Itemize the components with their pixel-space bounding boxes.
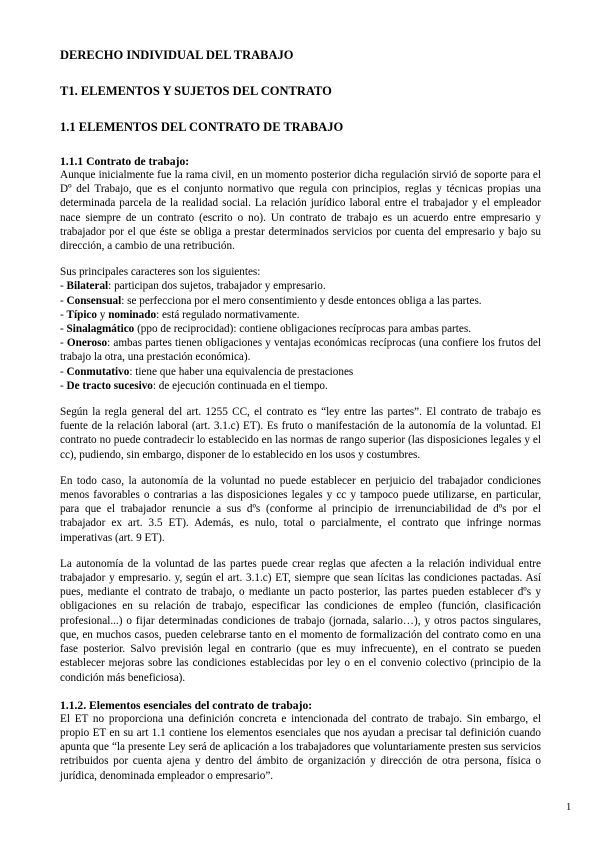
paragraph-elementos-esenciales: El ET no proporciona una definición concreta e intencionada del contrato de trabajo. Sin embargo, el propio ET en su art 1.1 contiene los elementos esenciales que nos ayudan a precisar tal definición cuando apunta que “la presente Ley será de aplicación a los trabajadores que voluntariamente presten sus servicios retribuidos por cuenta ajena y dentro del ámbito de organización y dirección de otra persona, física o jurídica, denominada empleador o empresario”. [60,712,541,782]
section-title: 1.1 ELEMENTOS DEL CONTRATO DE TRABAJO [60,120,344,134]
page-number: 1 [566,802,572,813]
list-item: - Sinalagmático (ppo de reciprocidad): contiene obligaciones recíprocas para ambas partes. [60,323,471,336]
features-list [60,279,541,393]
list-item: - Consensual: se perfecciona por el mero consentimiento y desde entonces obliga a las partes. [60,294,482,307]
list-item: - Típico y nominado: está regulado normativamente. [60,308,300,321]
document-page [60,48,541,783]
paragraph-autonomia-reglas: La autonomía de la voluntad de las partes puede crear reglas que afecten a la relación individual entre trabajador y empresario. y, según el art. 3.1.c) ET, siempre que sean lícitas las condiciones pactadas. Así pues, mediante el contrato de trabajo, o mediante un pacto posterior, las partes pueden establecer dºs y obligaciones en su relación de trabajo, especificar las condiciones de empleo (función, clasificación profesional...) o fijar determinadas condiciones de trabajo (jornada, salario…), y otros pactos singulares, que, en muchos casos, pueden celebrarse tanto en el momento de formalización del contrato como en una fase posterior. Salvo previsión legal en contrario (que es muy infrecuente), en el contrato se pueden establecer mejoras sobre las condiciones establecidas por ley o en el convenio colectivo (principio de la condición más beneficiosa). [60,557,541,684]
list-item: - Oneroso: ambas partes tienen obligaciones y ventajas económicas recíprocas (una confiere los frutos del trabajo la otra, una prestación económica). [60,337,541,364]
paragraph-ley-entre-partes: Según la regla general del art. 1255 CC, el contrato es “ley entre las partes”. El contrato de trabajo es fuente de la relación laboral (art. 3.1.c) ET). Es fruto o manifestación de la autonomía de la voluntad. El contrato no puede contradecir lo establecido en las normas de rango superior (las disposiciones legales y el cc), pudiendo, sin embargo, disponer de lo establecido en los usos y costumbres. [60,406,541,461]
document-title: DERECHO INDIVIDUAL DEL TRABAJO [60,48,294,62]
list-item: - Bilateral: participan dos sujetos, trabajador y empresario. [60,280,326,293]
features-intro: Sus principales caracteres son los siguientes: [60,266,261,279]
list-item: - De tracto sucesivo: de ejecución continuada en el tiempo. [60,379,328,392]
paragraph-autonomia-limites: En todo caso, la autonomía de la voluntad no puede establecer en perjuicio del trabajador condiciones menos favorables o contrarias a las disposiciones legales y cc y tampoco puede utilizarse, en particular, para que el trabajador renuncie a sus dºs (conforme al principio de irrenunciabilidad de dºs por el trabajador ex art. 3.5 ET). Además, es nulo, total o parcialmente, el contrato que infringe normas imperativas (art. 9 ET). [60,474,541,544]
topic-title: T1. ELEMENTOS Y SUJETOS DEL CONTRATO [60,84,332,98]
subsection-heading-elementos: 1.1.2. Elementos esenciales del contrato de trabajo: [60,698,313,712]
list-item: - Conmutativo: tiene que haber una equivalencia de prestaciones [60,365,354,378]
subsection-heading-contrato: 1.1.1 Contrato de trabajo: [60,155,190,168]
paragraph-definicion: Aunque inicialmente fue la rama civil, en un momento posterior dicha regulación sirvió de soporte para el Dº del Trabajo, que es el conjunto normativo que regula con principios, reglas y técnicas propias una determinada parcela de la realidad social. La relación jurídico laboral entre el trabajador y el empleador nace siempre de un contrato (escrito o no). Un contrato de trabajo es un acuerdo entre empresario y trabajador por el que éste se obliga a prestar determinados servicios por cuenta del empresario y bajo su dirección, a cambio de una retribución. [60,169,541,253]
